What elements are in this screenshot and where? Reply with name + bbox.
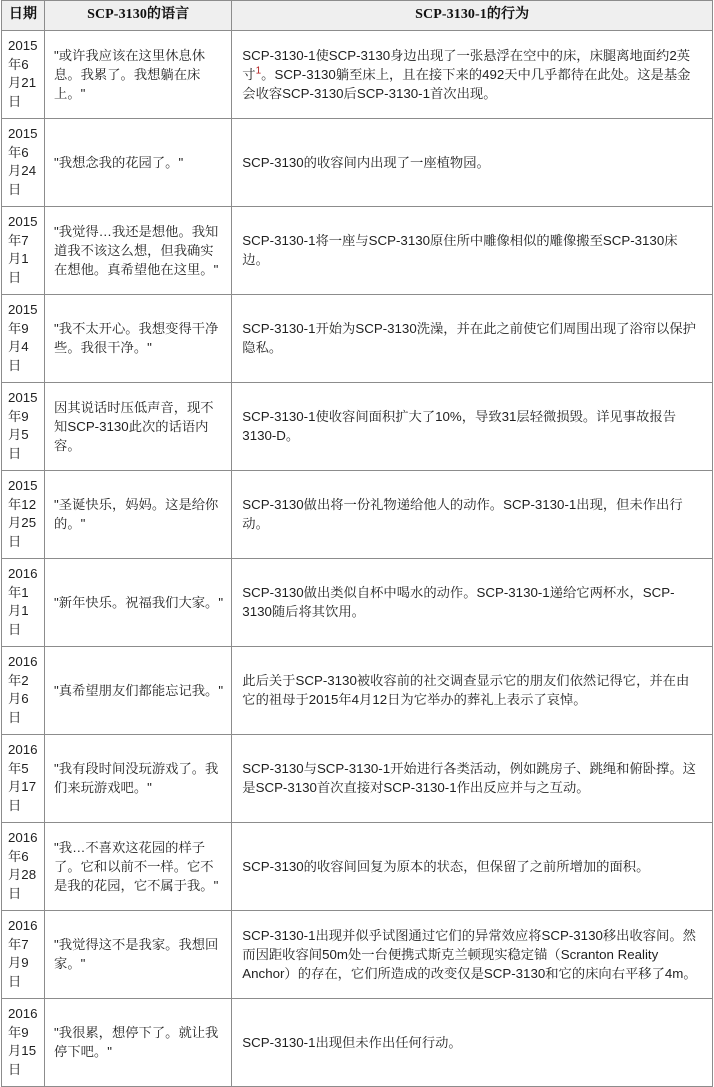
cell-action: SCP-3130的收容间回复为原本的状态，但保留了之前所增加的面积。 xyxy=(232,823,713,911)
table-row xyxy=(2,471,713,559)
cell-action: 此后关于SCP-3130被收容前的社交调查显示它的朋友们依然记得它，并在由它的祖母于2015年4月12日为它举办的葬礼上表示了哀悼。 xyxy=(232,647,713,735)
cell-speech: "我很累，想停下了。就让我停下吧。" xyxy=(45,999,232,1087)
table-row xyxy=(2,999,713,1087)
cell-date: 2015年7月1日 xyxy=(2,207,45,295)
cell-action: SCP-3130-1出现并似乎试图通过它们的异常效应将SCP-3130移出收容间。然而因距收容间50m处一台便携式斯克兰顿现实稳定锚（Scranton Reality Anchor）的存在，它们所造成的改变仅是SCP-3130和它的床向右平移了4m。 xyxy=(232,911,713,999)
cell-speech: "我觉得这不是我家。我想回家。" xyxy=(45,911,232,999)
cell-date: 2016年5月17日 xyxy=(2,735,45,823)
cell-date: 2015年6月21日 xyxy=(2,31,45,119)
cell-action: SCP-3130-1出现但未作出任何行动。 xyxy=(232,999,713,1087)
table-row xyxy=(2,823,713,911)
column-header-action: SCP-3130-1的行为 xyxy=(232,1,713,31)
table-body xyxy=(2,31,713,1087)
cell-date: 2015年9月4日 xyxy=(2,295,45,383)
table-row xyxy=(2,383,713,471)
cell-action: SCP-3130的收容间内出现了一座植物园。 xyxy=(232,119,713,207)
table-row xyxy=(2,911,713,999)
cell-action: SCP-3130-1使收容间面积扩大了10%，导致31层轻微损毁。详见事故报告3130-D。 xyxy=(232,383,713,471)
table-row xyxy=(2,207,713,295)
cell-speech: "我…不喜欢这花园的样子了。它和以前不一样。它不是我的花园，它不属于我。" xyxy=(45,823,232,911)
cell-date: 2016年1月1日 xyxy=(2,559,45,647)
table-header-row xyxy=(2,1,713,31)
column-header-speech: SCP-3130的语言 xyxy=(45,1,232,31)
cell-date: 2016年6月28日 xyxy=(2,823,45,911)
table-row xyxy=(2,31,713,119)
cell-speech: "我有段时间没玩游戏了。我们来玩游戏吧。" xyxy=(45,735,232,823)
table-row xyxy=(2,119,713,207)
cell-date: 2016年9月15日 xyxy=(2,999,45,1087)
cell-action: SCP-3130做出类似自杯中喝水的动作。SCP-3130-1递给它两杯水，SCP-3130随后将其饮用。 xyxy=(232,559,713,647)
scp-3130-event-log-table xyxy=(1,0,713,1087)
cell-action-text-before-footnote: SCP-3130-1使SCP-3130身边出现了一张悬浮在空中的床，床腿离地面约2英寸 xyxy=(242,47,691,82)
table-row xyxy=(2,295,713,383)
cell-speech: "新年快乐。祝福我们大家。" xyxy=(45,559,232,647)
cell-speech: 因其说话时压低声音，现不知SCP-3130此次的话语内容。 xyxy=(45,383,232,471)
cell-speech: "我不太开心。我想变得干净些。我很干净。" xyxy=(45,295,232,383)
cell-date: 2016年7月9日 xyxy=(2,911,45,999)
cell-action: SCP-3130与SCP-3130-1开始进行各类活动，例如跳房子、跳绳和俯卧撑。这是SCP-3130首次直接对SCP-3130-1作出反应并与之互动。 xyxy=(232,735,713,823)
column-header-date: 日期 xyxy=(2,1,45,31)
cell-action: SCP-3130做出将一份礼物递给他人的动作。SCP-3130-1出现，但未作出行动。 xyxy=(232,471,713,559)
table-row xyxy=(2,559,713,647)
cell-action xyxy=(232,31,713,119)
cell-speech: "圣诞快乐，妈妈。这是给你的。" xyxy=(45,471,232,559)
cell-date: 2015年9月5日 xyxy=(2,383,45,471)
table-row xyxy=(2,735,713,823)
cell-speech: "我想念我的花园了。" xyxy=(45,119,232,207)
cell-date: 2015年12月25日 xyxy=(2,471,45,559)
cell-date: 2015年6月24日 xyxy=(2,119,45,207)
cell-speech: "或许我应该在这里休息休息。我累了。我想躺在床上。" xyxy=(45,31,232,119)
table-row xyxy=(2,647,713,735)
cell-action-text-after-footnote: 。SCP-3130躺至床上，且在接下来的492天中几乎都待在此处。这是基金会收容SCP-3130后SCP-3130-1首次出现。 xyxy=(242,66,691,101)
cell-action: SCP-3130-1开始为SCP-3130洗澡，并在此之前使它们周围出现了浴帘以保护隐私。 xyxy=(232,295,713,383)
cell-action: SCP-3130-1将一座与SCP-3130原住所中雕像相似的雕像搬至SCP-3130床边。 xyxy=(232,207,713,295)
cell-speech: "真希望朋友们都能忘记我。" xyxy=(45,647,232,735)
table-header xyxy=(2,1,713,31)
cell-speech: "我觉得…我还是想他。我知道我不该这么想，但我确实在想他。真希望他在这里。" xyxy=(45,207,232,295)
cell-date: 2016年2月6日 xyxy=(2,647,45,735)
footnote-reference-link[interactable]: 1 xyxy=(255,65,262,77)
